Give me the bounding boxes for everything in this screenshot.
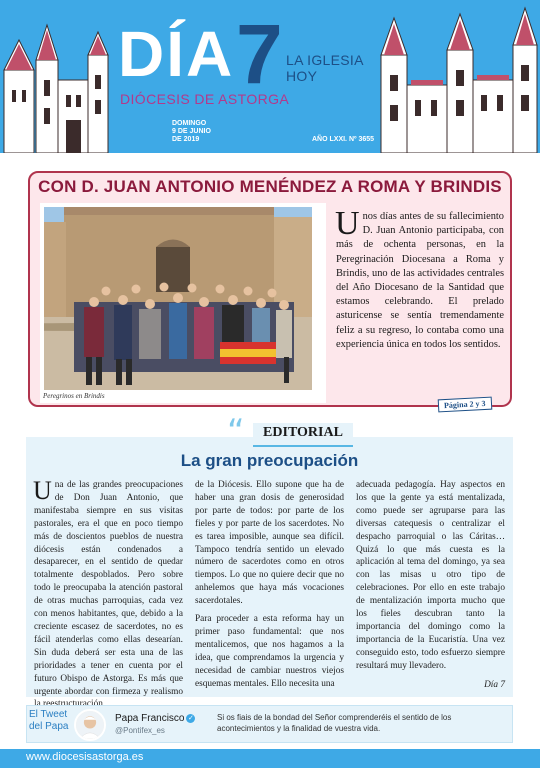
footer-bar — [0, 749, 540, 768]
feature-headline: CON D. JUAN ANTONIO MENÉNDEZ A ROMA Y BRINDIS — [38, 177, 502, 196]
editorial-dropcap: U — [33, 476, 52, 505]
cathedral-illustration-left — [0, 0, 120, 153]
page-reference-tag[interactable]: Página 2 y 3 — [438, 397, 492, 413]
masthead-banner — [0, 0, 540, 153]
editorial-column-1 — [33, 476, 183, 716]
issue-date — [172, 120, 211, 144]
avatar — [74, 709, 106, 741]
tweet-section-label — [29, 709, 68, 733]
quote-icon: “ — [227, 412, 245, 452]
website-link[interactable]: www.diocesisastorga.es — [26, 751, 144, 763]
tweet-label-line-1: El Tweet — [29, 709, 68, 720]
tweet-label-line-2: del Papa — [29, 721, 69, 732]
editorial-column-2-paragraph-2: Para proceder a esta reforma hay un primer paso fundamental: que nos mentalicemos, que nos hagamos a la idea, que comprendamos la urgencia y necesidad de cambiar nuestros viejos esquemas mentales. Ello necesita una — [195, 614, 344, 689]
pope-avatar-icon — [76, 711, 104, 739]
issue-number: AÑO LXXI. Nº 3655 — [312, 136, 375, 143]
pope-tweet-box — [26, 705, 513, 743]
editorial-signature: Día 7 — [484, 679, 505, 690]
feature-article — [28, 171, 512, 411]
diocese-name: DIÓCESIS DE ASTORGA — [120, 91, 290, 107]
tweet-author-name: Papa Francisco — [115, 713, 185, 724]
masthead-title-word: DÍA — [118, 18, 235, 90]
masthead-title-number: 7 — [236, 7, 283, 101]
date-year: DE 2019 — [172, 136, 200, 143]
tweet-handle[interactable]: @Pontifex_es — [115, 726, 165, 735]
editorial-column-2 — [195, 479, 344, 716]
feature-body — [335, 205, 504, 352]
editorial-column-2-paragraph-1: de la Diócesis. Ello supone que ha de haber una gran dosis de generosidad por parte de todos: por parte de los fieles y por parte de los sacerdotes. No es tarea imposible, aunque sea difícil. Tampoco tendría sentido un elevado número de sacerdotes como en otros tiempos. Lo que no quiere decir que no anhelemos que haya más vocaciones sacerdotales. — [195, 480, 344, 607]
editorial-column-1-text: na de las grandes preocupaciones de Don Juan Antonio, que manifestaba siempre en sus visitas pastorales, era el que en poco tiempo más de doscientos pueblos de nuestra diócesis están condenados a desaparecer, en el sentido de quedar totalmente despoblados. Pero sobre todo le preocupaba la atención pastoral de otras muchas parroquias, cada vez con menos habitantes, que, debido a la creciente escasez de sacerdotes, no es fácil atenderlas como ellas desearían. Sin duda deberá ser esta una de las prioridades a tener en cuenta por el futuro Obispo de Astorga. Es más que urgente abordar con firmeza y realismo — [34, 480, 183, 697]
tweet-author[interactable] — [115, 713, 195, 724]
editorial-columns — [33, 476, 506, 716]
feature-body-text: nos días antes de su fallecimiento D. Juan Antonio participaba, con más de ochenta personas, en la Peregrinación Diocesana a Roma y Brindis, uno de las actividades centrales del Año Diocesano de la Santidad que estamos celebrando. El prelado asturicense se sentía tremendamente feliz a su regreso, lo contaba como una experiencia única en todos los sentidos. — [336, 211, 504, 350]
feature-dropcap: U — [335, 205, 360, 242]
editorial-section — [26, 412, 513, 697]
cathedral-illustration-right — [375, 0, 540, 153]
date-day-month: 9 DE JUNIO — [172, 128, 211, 135]
editorial-paragraph — [33, 476, 183, 711]
editorial-label: EDITORIAL — [263, 425, 343, 440]
editorial-column-3 — [356, 479, 505, 716]
photo-caption: Peregrinos en Brindis — [43, 392, 105, 400]
pilgrims-group-photo — [44, 207, 312, 390]
feature-photo-frame — [40, 203, 326, 403]
date-weekday: DOMINGO — [172, 120, 207, 127]
masthead-tagline: LA IGLESIA HOY — [286, 52, 363, 84]
editorial-label-box — [253, 423, 353, 447]
tweet-text: Si os fiais de la bondad del Señor comprenderéis el sentido de los acontecimientos y la finalidad de vuestra vida. — [217, 713, 452, 733]
editorial-column-3-text: adecuada pedagogía. Hay aspectos en los que la gente ya está mentalizada, como puede ser agruparse para las diversas catequesis o centralizar el despacho parroquial o las Cáritas… Quizá lo que más cuesta es la aplicación al tema del domingo, ya sea con las misas u otro tipo de celebraciones. Por ello en este trabajo de mentalización importa mucho que los fieles descubran tanto la importancia del domingo como la importancia de la Eucaristía. Una vez conseguido esto, todo esfuerzo siempre resultará muy llevadero. — [356, 480, 505, 671]
editorial-heading: La gran preocupación — [180, 451, 359, 470]
verified-icon: ✓ — [188, 715, 194, 722]
